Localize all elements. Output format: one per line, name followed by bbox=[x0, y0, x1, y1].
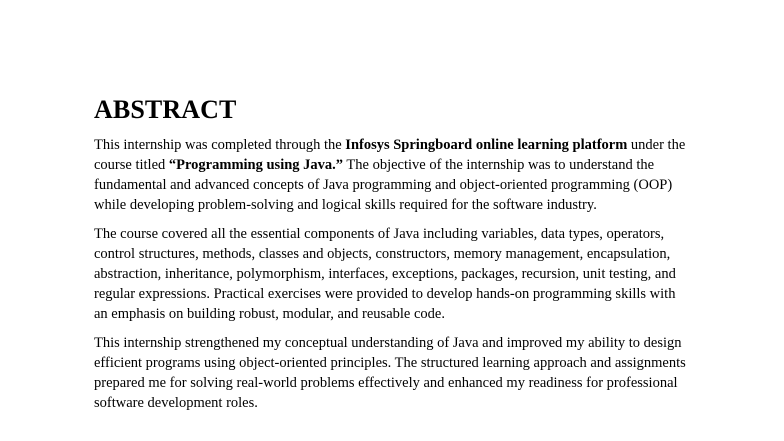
platform-name: Infosys Springboard online learning platform bbox=[345, 137, 628, 153]
paragraph-1-text-1: This internship was completed through the bbox=[94, 137, 346, 153]
course-title: “Programming using Java.” bbox=[168, 157, 344, 173]
paragraph-1-text-3: The objective of the internship was to understand the fundamental and advanced concepts of Java programming and object-oriented programming (OOP) while developing problem-solving and logical skills required for the software industry. bbox=[94, 157, 673, 213]
paragraph-1-text-2: under the course titled bbox=[94, 137, 686, 173]
abstract-heading: ABSTRACT bbox=[94, 95, 237, 124]
abstract-paragraph-2: The course covered all the essential components of Java including variables, data types, operators, control structures, methods, classes and objects, constructors, memory management, encapsulation, abstraction, inheritance, polymorphism, interfaces, exceptions, packages, recursion, unit testing, and regular expressions. Practical exercises were provided to develop hands-on programming skills with an emphasis on building robust, modular, and reusable code. bbox=[94, 226, 676, 322]
abstract-section bbox=[94, 95, 689, 422]
abstract-paragraph-3: This internship strengthened my conceptual understanding of Java and improved my ability to design efficient programs using object-oriented principles. The structured learning approach and assignments prepared me for solving real-world problems effectively and enhanced my readiness for professional software development roles. bbox=[94, 335, 686, 411]
abstract-paragraph-1 bbox=[94, 135, 689, 215]
